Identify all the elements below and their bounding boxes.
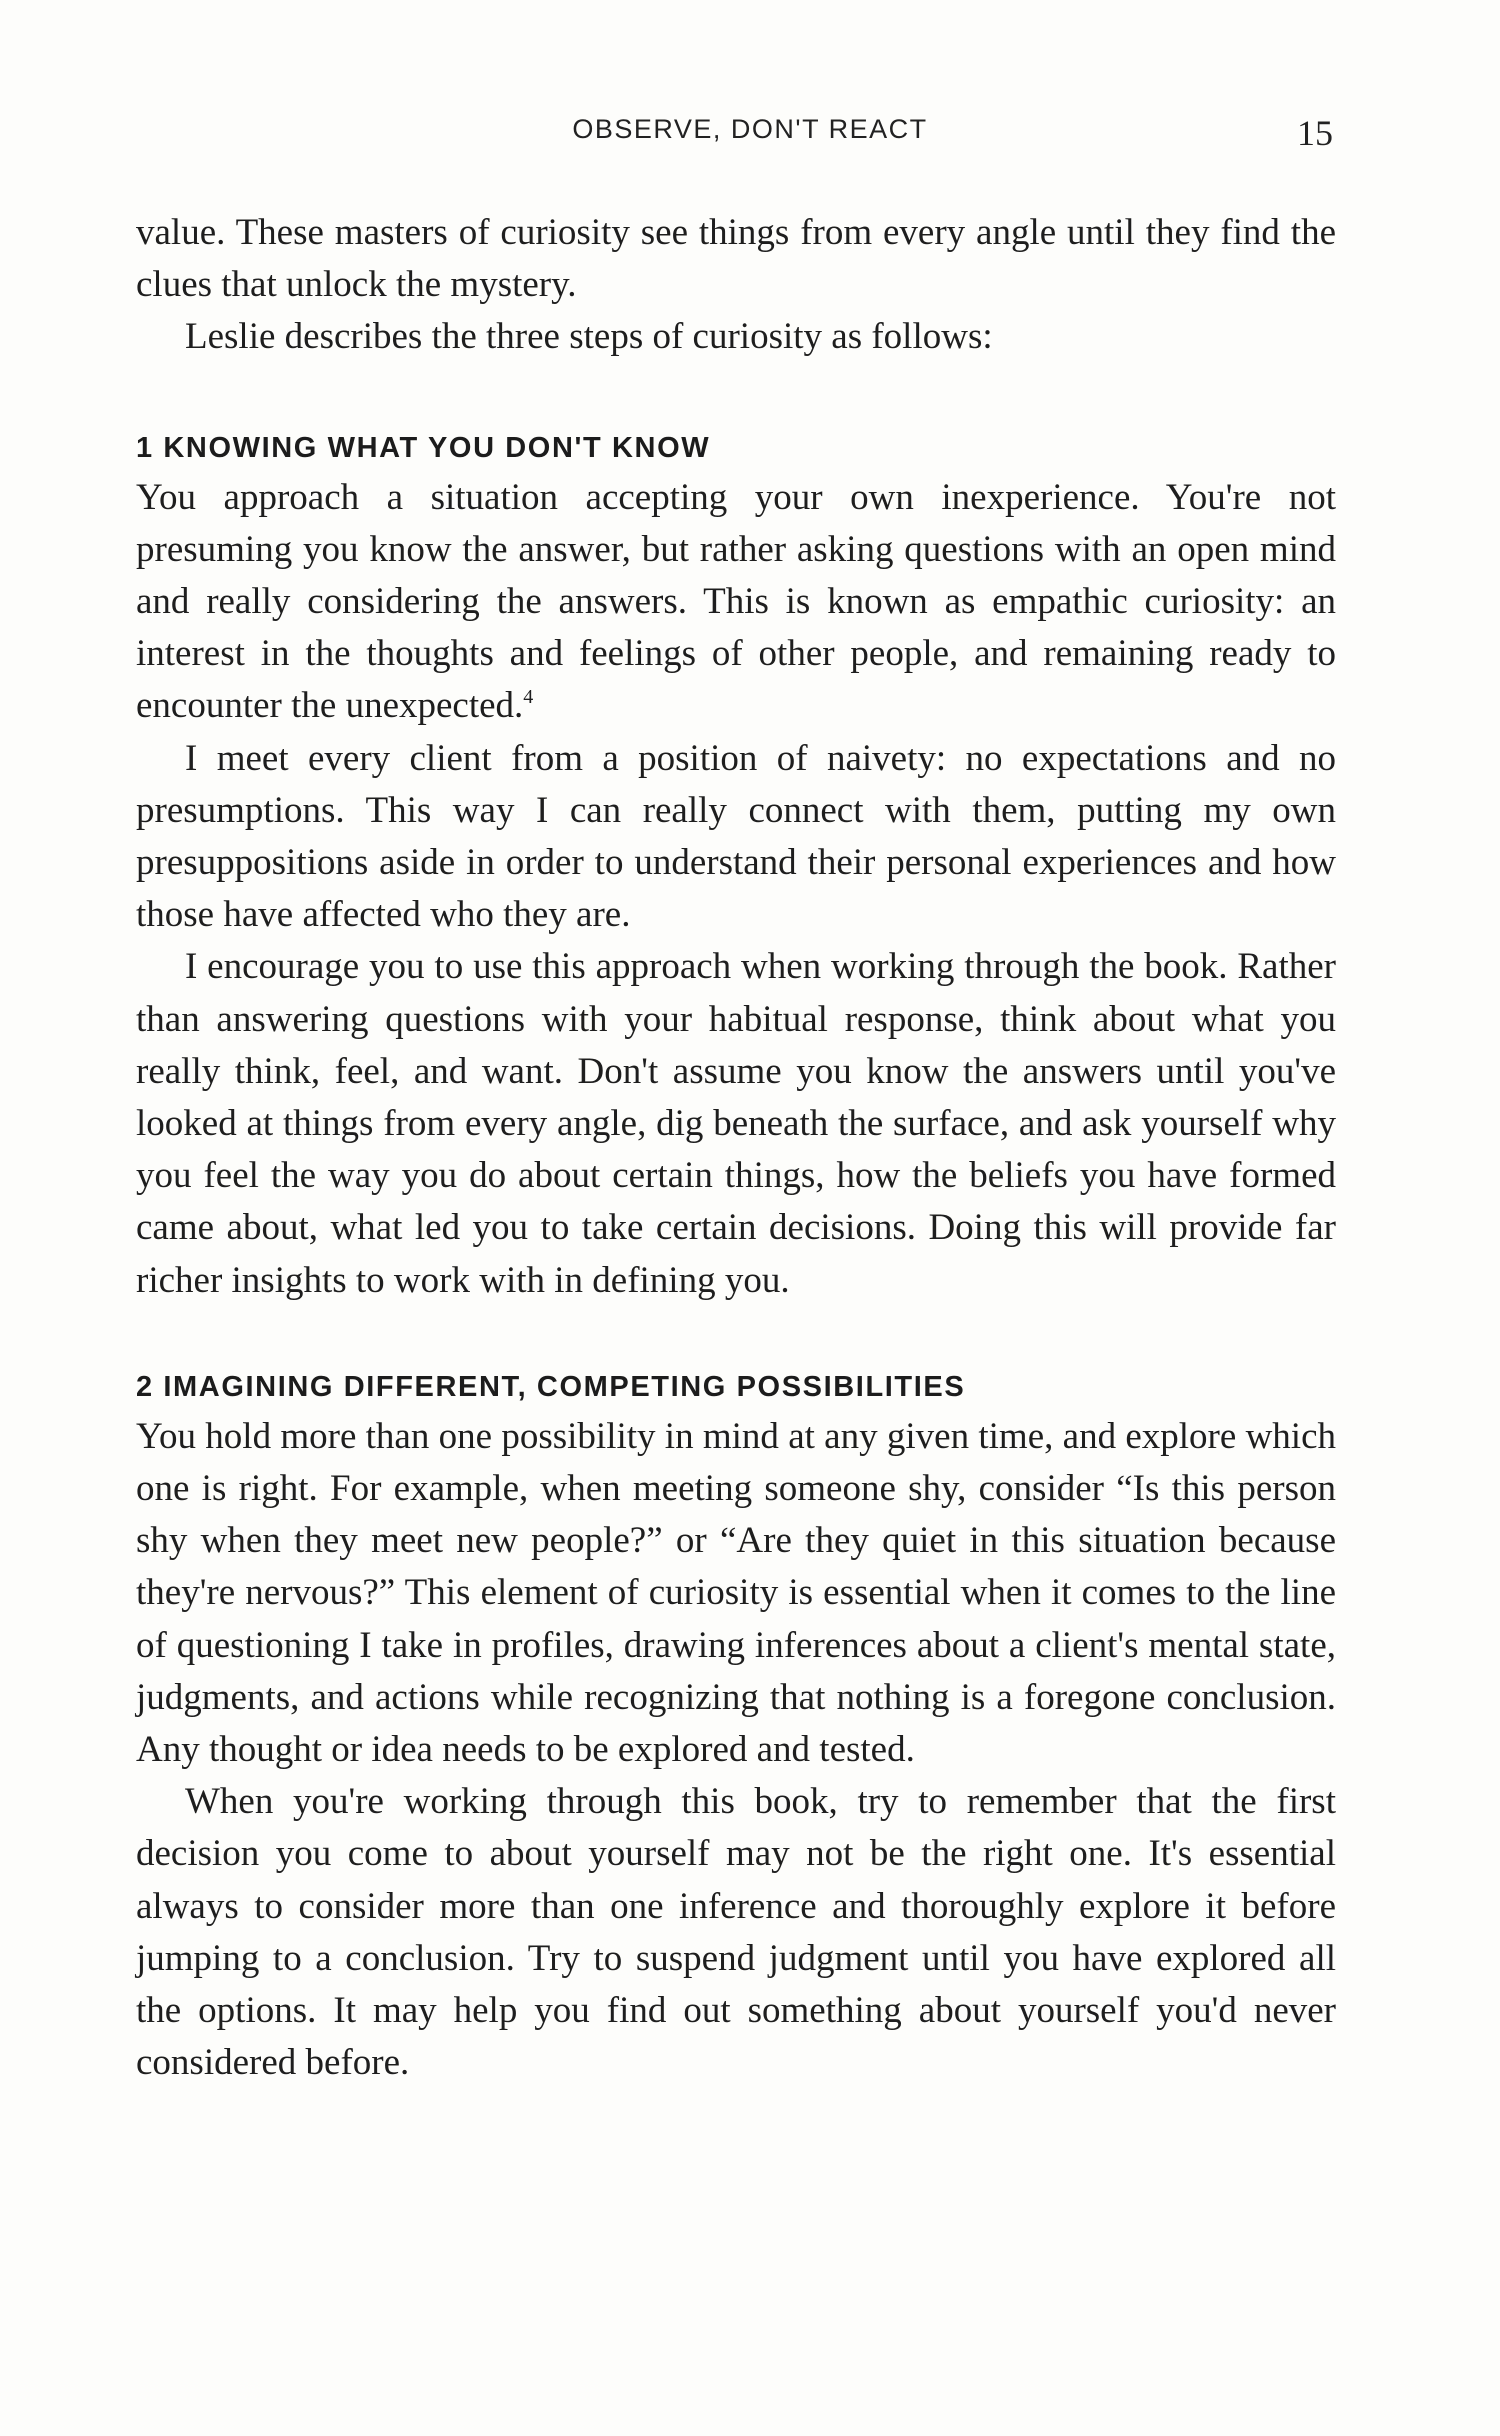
section-heading-knowing: 1 KNOWING WHAT YOU DON'T KNOW [136,431,711,464]
paragraph-section1-3: I encourage you to use this approach when working through the book. Rather than answering questions with your habitual response, think about what you really think, feel, and want. Don't assume you know the answers until you've looked at things from every angle, dig beneath the surface, and ask yourself why you feel the way you do about certain things, how the beliefs you have formed came about, what led you to take certain decisions. Doing this will provide far richer insights to work with in defining you. [136,946,1336,1301]
paragraph-section2-1: You hold more than one possibility in mind at any given time, and explore which one is right. For example, when meeting someone shy, consider “Is this person shy when they meet new people?” or “Are they quiet in this situation because they're nervous?” This element of curiosity is essential when it comes to the line of questioning I take in profiles, drawing inferences about a client's mental state, judgments, and actions while recognizing that nothing is a foregone conclusion. Any thought or idea needs to be explored and tested. [136,1415,1336,1771]
paragraph-section1-1-text: You approach a situation accepting your own inexperience. You're not presuming you know the answer, but rather asking questions with an open mind and really considering the answers. This is known as empathic curiosity: an interest in the thoughts and feelings of other people, and remaining ready to encounter the unexpected. [136,476,1336,727]
paragraph-section1-1 [136,472,1336,733]
paragraph-section2-2: When you're working through this book, try to remember that the first decision you come to about yourself may not be the right one. It's essential always to consider more than one inference and thoroughly explore it before jumping to a conclusion. Try to suspend judgment until you have explored all the options. It may help you find out something about yourself you'd never considered before. [136,1781,1336,2084]
running-head [0,112,1500,152]
paragraph-intro-lead: Leslie describes the three steps of curiosity as follows: [185,316,993,358]
page-number: 15 [1297,113,1333,153]
section-heading-imagining: 2 IMAGINING DIFFERENT, COMPETING POSSIBILITIES [136,1370,966,1403]
footnote-marker: 4 [523,686,534,709]
running-title: OBSERVE, DON'T REACT [572,114,928,144]
body-text [136,207,1336,2090]
paragraph-section1-2: I meet every client from a position of naivety: no expectations and no presumptions. This way I can really connect with them, putting my own presuppositions aside in order to understand their personal experiences and how those have affected who they are. [136,737,1336,936]
paragraph-intro-continuation: value. These masters of curiosity see things from every angle until they find the clues that unlock the mystery. [136,212,1336,306]
